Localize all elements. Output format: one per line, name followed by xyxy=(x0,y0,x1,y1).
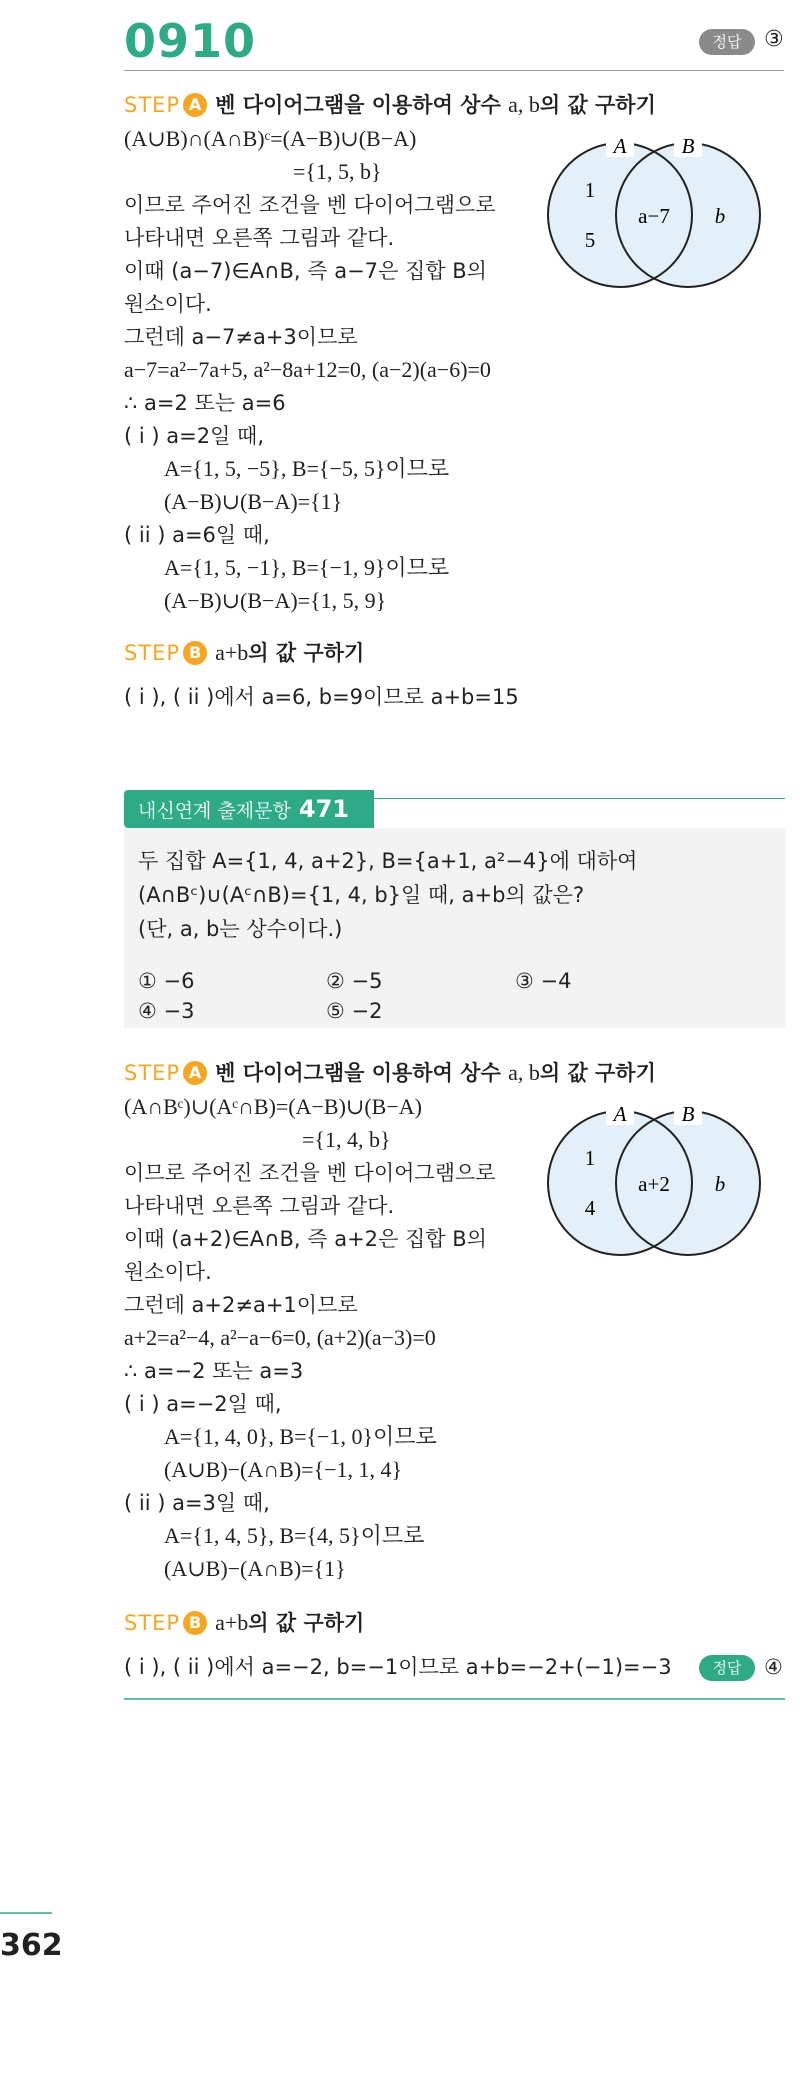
solution-line: A={1, 4, 5}, B={4, 5}이므로 xyxy=(164,1523,425,1548)
solution-line: 그런데 a+2≠a+1이므로 xyxy=(124,1293,358,1317)
step-title-math: a+b xyxy=(215,1610,249,1635)
solution-line: A={1, 5, −1}, B={−1, 9}이므로 xyxy=(164,555,450,580)
solution-line: (A−B)∪(B−A)={1} xyxy=(164,489,343,514)
set-b-label: B xyxy=(681,135,695,158)
step-title: 벤 다이어그램을 이용하여 상수 xyxy=(215,93,509,117)
venn-intersection: a+2 xyxy=(638,1172,670,1196)
choice-5[interactable]: ⑤ −2 xyxy=(326,999,383,1023)
solution-line: 이므로 주어진 조건을 벤 다이어그램으로 xyxy=(124,193,496,217)
solution-line: 나타내면 오른쪽 그림과 같다. xyxy=(124,226,395,250)
section-divider xyxy=(124,1698,785,1700)
solution-line: a+2=a²−4, a²−a−6=0, (a+2)(a−3)=0 xyxy=(124,1325,436,1350)
step-title-math: a+b xyxy=(215,640,249,665)
step-title-end: 의 값 구하기 xyxy=(248,641,365,665)
venn-left-top: 1 xyxy=(584,178,596,202)
choice-3[interactable]: ③ −4 xyxy=(515,969,572,993)
solution-line: 이때 (a+2)∈A∩B, 즉 a+2은 집합 B의 xyxy=(124,1227,487,1251)
solution-line: 원소이다. xyxy=(124,1260,212,1284)
question-line: (단, a, b는 상수이다.) xyxy=(138,917,343,941)
solution-line: ( ii ) a=3일 때, xyxy=(124,1491,270,1515)
step-a-heading xyxy=(124,90,656,120)
step-b-marker: B xyxy=(183,1611,207,1635)
step-a-marker: A xyxy=(183,1061,207,1085)
choice-2[interactable]: ② −5 xyxy=(326,969,383,993)
set-b-label: B xyxy=(681,1103,695,1126)
solution-line: A={1, 4, 0}, B={−1, 0}이므로 xyxy=(164,1424,437,1449)
step-title-math: a, b xyxy=(508,92,540,117)
step-label: STEP xyxy=(124,1061,181,1085)
choice-1[interactable]: ① −6 xyxy=(138,969,195,993)
step-title-end: 의 값 구하기 xyxy=(248,1611,365,1635)
solution-line: ∴ a=2 또는 a=6 xyxy=(124,391,286,415)
step-title-math: a, b xyxy=(508,1060,540,1085)
step-label: STEP xyxy=(124,1611,181,1635)
step-b-marker: B xyxy=(183,641,207,665)
question-line: (A∩Bᶜ)∪(Aᶜ∩B)={1, 4, b}일 때, a+b의 값은? xyxy=(138,883,585,907)
solution-line: ( ii ) a=6일 때, xyxy=(124,523,270,547)
header-divider xyxy=(124,70,784,71)
solution-line: 이므로 주어진 조건을 벤 다이어그램으로 xyxy=(124,1161,496,1185)
venn-diagram xyxy=(540,135,780,295)
venn-diagram xyxy=(540,1103,780,1263)
venn-intersection: a−7 xyxy=(638,204,670,228)
solution-line: A={1, 5, −5}, B={−5, 5}이므로 xyxy=(164,456,450,481)
solution-line: 그런데 a−7≠a+3이므로 xyxy=(124,325,358,349)
venn-left-bottom: 5 xyxy=(584,228,596,252)
venn-right: b xyxy=(714,204,726,228)
solution-line: 나타내면 오른쪽 그림과 같다. xyxy=(124,1194,395,1218)
solution-line: ∴ a=−2 또는 a=3 xyxy=(124,1359,304,1383)
conclusion-line: ( i ), ( ii )에서 a=−2, b=−1이므로 a+b=−2+(−1)=−3 xyxy=(124,1655,672,1679)
answer-value: ④ xyxy=(764,1655,783,1679)
solution-line: ={1, 4, b} xyxy=(302,1127,391,1152)
related-problem-banner xyxy=(124,790,374,828)
conclusion-line: ( i ), ( ii )에서 a=6, b=9이므로 a+b=15 xyxy=(124,685,519,709)
solution-line: (A∪B)−(A∩B)={1} xyxy=(164,1556,346,1581)
banner-rule xyxy=(374,798,785,799)
solution-line: (A∩Bᶜ)∪(Aᶜ∩B)=(A−B)∪(B−A) xyxy=(124,1094,422,1119)
step-a-heading xyxy=(124,1058,656,1088)
choice-4[interactable]: ④ −3 xyxy=(138,999,195,1023)
problem-number: 0910 xyxy=(124,14,257,68)
step-b-heading xyxy=(124,1608,364,1638)
step-b-heading xyxy=(124,638,364,668)
step-title: 벤 다이어그램을 이용하여 상수 xyxy=(215,1061,509,1085)
solution-line: 이때 (a−7)∈A∩B, 즉 a−7은 집합 B의 xyxy=(124,259,487,283)
answer-badge: 정답 xyxy=(699,29,755,55)
step-title-end: 의 값 구하기 xyxy=(539,93,656,117)
venn-left-top: 1 xyxy=(584,1146,596,1170)
set-a-label: A xyxy=(613,135,627,158)
solution-line: (A∪B)−(A∩B)={−1, 1, 4} xyxy=(164,1457,403,1482)
page-number: 362 xyxy=(0,1928,63,1963)
step-title-end: 의 값 구하기 xyxy=(539,1061,656,1085)
question-line: 두 집합 A={1, 4, a+2}, B={a+1, a²−4}에 대하여 xyxy=(138,849,638,873)
step-label: STEP xyxy=(124,641,181,665)
venn-left-bottom: 4 xyxy=(584,1196,596,1220)
solution-line: a−7=a²−7a+5, a²−8a+12=0, (a−2)(a−6)=0 xyxy=(124,357,491,382)
solution-line: 원소이다. xyxy=(124,292,212,316)
step-a-marker: A xyxy=(183,93,207,117)
page-number-rule xyxy=(0,1912,52,1914)
banner-number: 471 xyxy=(298,795,349,823)
set-a-label: A xyxy=(613,1103,627,1126)
solution-line: (A∪B)∩(A∩B)ᶜ=(A−B)∪(B−A) xyxy=(124,126,417,151)
answer-value: ③ xyxy=(764,27,784,52)
answer-badge: 정답 xyxy=(699,1655,755,1681)
banner-label: 내신연계 출제문항 xyxy=(138,800,291,822)
solution-line: (A−B)∪(B−A)={1, 5, 9} xyxy=(164,588,387,613)
venn-right: b xyxy=(714,1172,726,1196)
solution-line: ( i ) a=2일 때, xyxy=(124,424,264,448)
step-label: STEP xyxy=(124,93,181,117)
solution-line: ={1, 5, b} xyxy=(293,159,382,184)
solution-line: ( i ) a=−2일 때, xyxy=(124,1392,282,1416)
